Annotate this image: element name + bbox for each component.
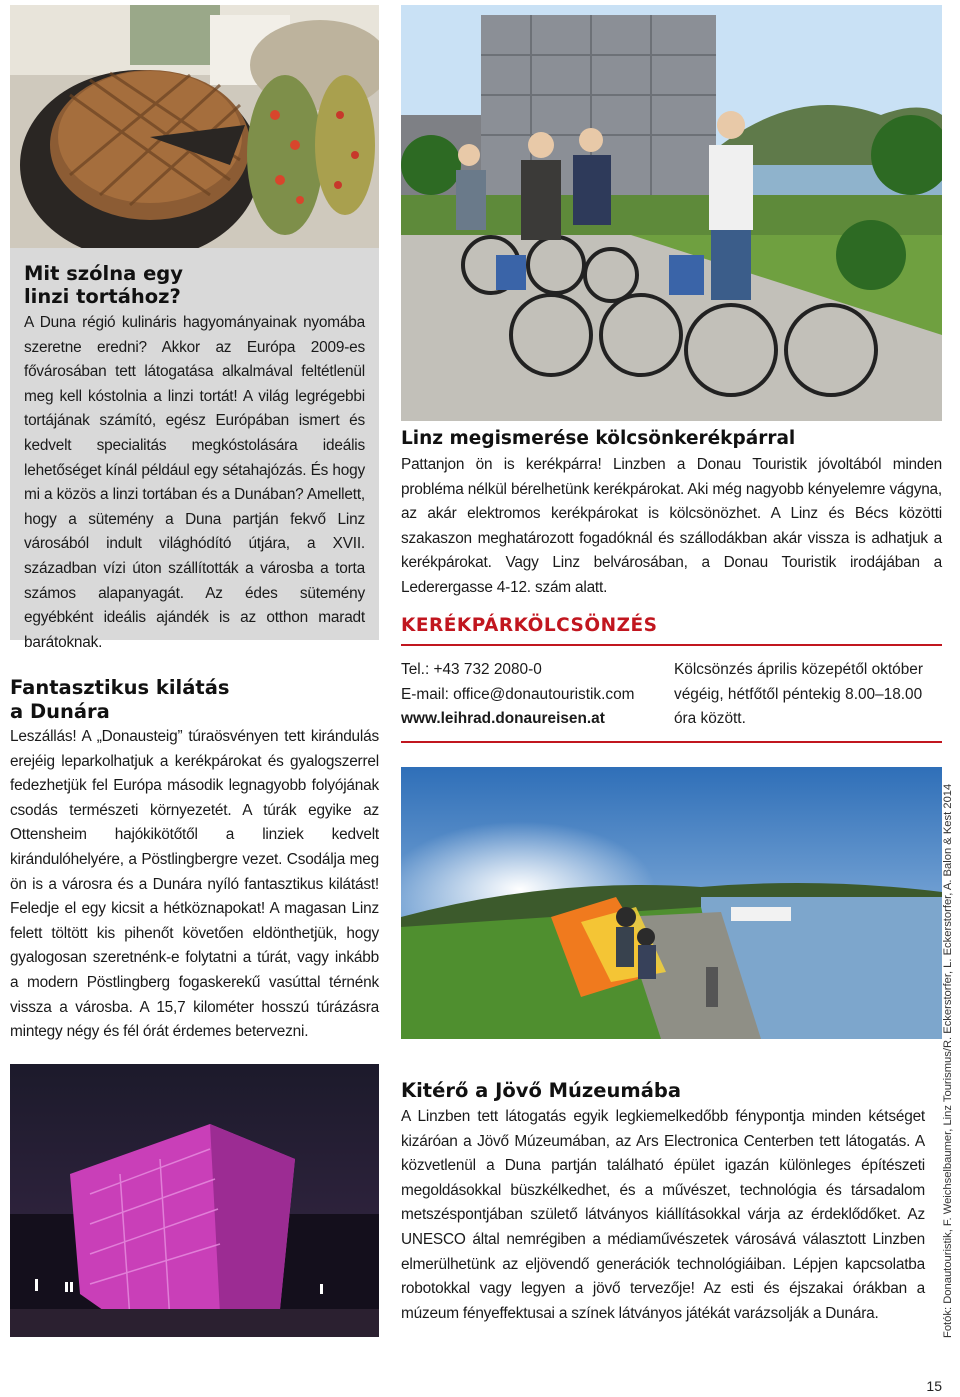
linzer-torte-photo bbox=[10, 5, 379, 248]
ars-electronica-night-photo bbox=[10, 1064, 379, 1337]
museum-section-title: Kitérő a Jövő Múzeumába bbox=[401, 1079, 681, 1102]
cyclists-photo bbox=[401, 5, 942, 421]
photo-credit: Fotók: Donautouristik, F. Weichselbaumer, Linz Tourismus/R. Eckerstorfer, L. Eckerstorfer, A. Balon & Kest 2014 bbox=[942, 783, 954, 1338]
view-title-line2: a Dunára bbox=[10, 700, 110, 723]
cake-section-title bbox=[24, 262, 183, 308]
rental-divider-top bbox=[401, 644, 942, 646]
rental-divider-bottom bbox=[401, 741, 942, 743]
page-number: 15 bbox=[926, 1378, 942, 1394]
cake-section-body: A Duna régió kulináris hagyományainak nyomába szeretne eredni? Akkor az Európa 2009-es fővárosában tett látogatása alkalmával feltétlenül meg kell kóstolnia a linzi tortát! A világ legrégebbi tortájának számító, egész Európában ismert és kedvelt specialitás megkóstolására ideális lehetőséget kínál például egy sétahajózás. És hogy mi a közös a linzi tortában és a Dunában? Amellett, hogy a sütemény a Duna partján fekvő Linz városából indult világhódító útjára, a XVII. században vízi úton szállították a városba a torta számos alapanyagát. Az édes sütemény egyébként ideális ajándék is az otthon maradt barátoknak. bbox=[24, 314, 365, 651]
cake-title-line1: Mit szólna egy bbox=[24, 262, 183, 285]
cake-title-line2: linzi tortához? bbox=[24, 285, 181, 308]
view-section-title bbox=[10, 676, 230, 724]
danube-riverside-photo bbox=[401, 767, 942, 1039]
bike-section-body: Pattanjon ön is kerékpárra! Linzben a Donau Touristik jóvoltából minden probléma nélkül bérelhetünk kerékpárokat. Aki még nagyobb kényelemre vágyna, az akár elektromos kerékpárokat is kölcsönözhet. A Linz és Bécs közötti szakaszon meghatározott fogadóknál és szállodákban akár vissza is adhatjuk a kerékpárokat. Vagy Linz belvárosában, a Donau Touristik irodájában a Lederergasse 4-12. szám alatt. bbox=[401, 456, 942, 596]
bike-section-title: Linz megismerése kölcsönkerékpárral bbox=[401, 428, 796, 449]
rental-contacts bbox=[401, 658, 661, 732]
view-section-body: Leszállás! A „Donausteig” túraösvényen tett kirándulás erejéig leparkolhatjuk a kerékpárokat és gyalogszerrel fedezhetjük fel Európa második legnagyobb folyójának csodás természeti környezetét. A túrák egyike az Ottensheim hajókikötőtől a linziek kedvelt kirándulóhelyére, a Pöstlingbergre vezet. Csodálja meg ön is a városra és a Dunára nyíló fantasztikus kilátást! Feledje el egy kicsit a hétköznapokat! A magasan Linz felett töltött kis pihenőt követően eldönthetjük, hogy gyalogosan szeretnénk-e folytatni a túrát, vagy inkább a modern Pöstlingberg fogaskerekű vasúttal térnénk vissza a városba. A 15,7 kilométer hosszú túrázásra mintegy négy és fél órát érdemes betervezni. bbox=[10, 728, 379, 1041]
rental-email: E-mail: office@donautouristik.com bbox=[401, 685, 635, 703]
view-title-line1: Fantasztikus kilátás bbox=[10, 676, 230, 699]
museum-section-body: A Linzben tett látogatás egyik legkiemelkedőbb fénypontja minden kétséget kizáróan a Jövő Múzeumában, az Ars Electronica Centerben tett látogatás. A közvetlenül a Duna partján található épület igazán különleges építészeti megoldásokkal büszkélkedhet, és a művészet, technológia és társadalom metszéspontjában születő látványos kiállításokkal várja az érdeklődőket. Az UNESCO által nemrégiben a médiaművészetek városává választott Linzben elmerülhetünk az eljövendő generációk technológiáiban. Lépjen kapcsolatba robotokkal vagy legyen a jövő tervezője! Az esti és éjszakai órákban a múzeum fényeffektusai a színek látványos játékát varázsolják a Dunára. bbox=[401, 1108, 925, 1322]
rental-hours: Kölcsönzés április közepétől október végéig, hétfőtől péntekig 8.00–18.00 óra között. bbox=[674, 661, 923, 728]
rental-heading: KERÉKPÁRKÖLCSÖNZÉS bbox=[401, 615, 658, 636]
rental-tel: Tel.: +43 732 2080-0 bbox=[401, 661, 542, 678]
rental-web-link[interactable]: www.leihrad.donaureisen.at bbox=[401, 710, 605, 728]
